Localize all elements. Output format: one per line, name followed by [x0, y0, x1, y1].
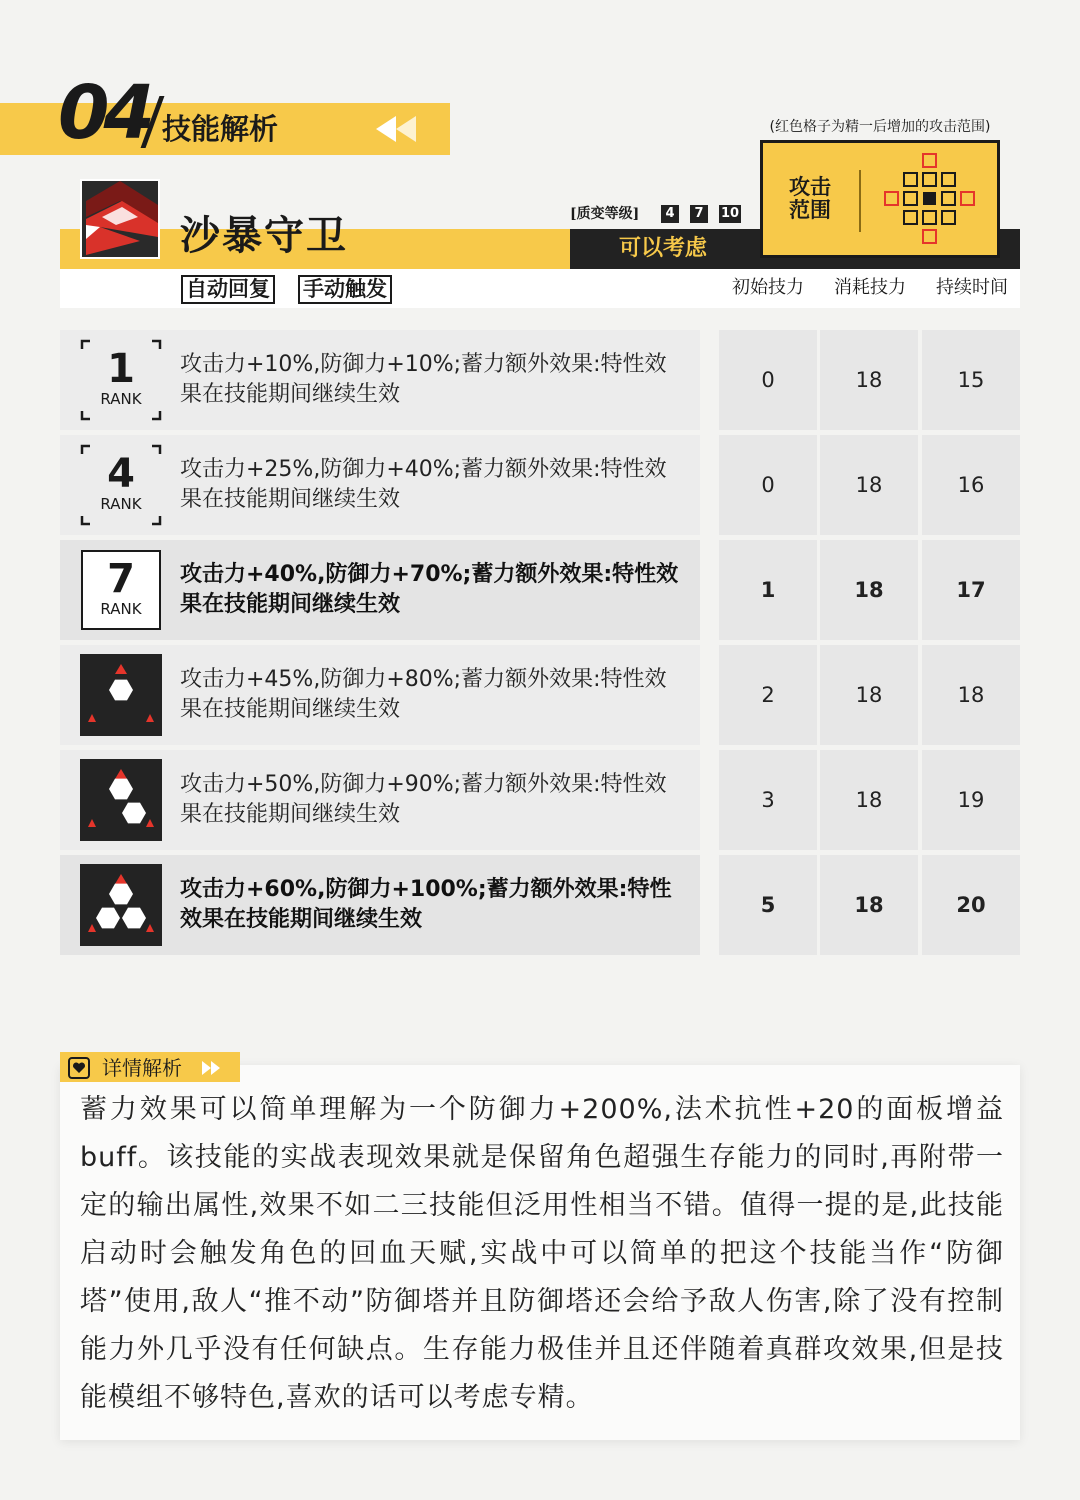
skill-tag-auto-recovery: 自动回复 — [181, 275, 275, 304]
rank-number: 4 — [107, 451, 135, 497]
rank-badge — [80, 549, 162, 631]
mutation-level-badge: 4 — [661, 205, 679, 223]
skill-effect-description: 攻击力+60%,防御力+100%;蓄力额外效果:特性效果在技能期间继续生效 — [180, 877, 672, 932]
attack-range-grid — [878, 148, 982, 252]
rank-number: 1 — [107, 346, 135, 392]
skill-name: 沙暴守卫 — [180, 212, 348, 259]
detail-title: 详情解析 — [102, 1056, 182, 1080]
initial-sp-value: 5 — [760, 893, 776, 917]
sp-cost-value: 18 — [854, 893, 884, 917]
skill-tag-manual-trigger: 手动触发 — [298, 275, 392, 304]
mutation-level-label: [质变等级] — [570, 206, 640, 222]
duration-value: 17 — [956, 578, 986, 602]
mutation-level-badge: 7 — [690, 205, 708, 223]
column-header-duration: 持续时间 — [936, 277, 1008, 298]
rank-badge — [80, 444, 162, 526]
skill-icon — [80, 179, 160, 259]
skill-effect-description: 攻击力+50%,防御力+90%;蓄力额外效果:特性效果在技能期间继续生效 — [180, 772, 667, 827]
sp-cost-value: 18 — [855, 683, 883, 707]
duration-value: 16 — [957, 473, 985, 497]
column-header-initial-sp: 初始技力 — [732, 277, 804, 298]
initial-sp-value: 3 — [761, 788, 775, 812]
skill-effect-description: 攻击力+45%,防御力+80%;蓄力额外效果:特性效果在技能期间继续生效 — [180, 667, 667, 722]
initial-sp-value: 1 — [760, 578, 776, 602]
detail-text: 蓄力效果可以简单理解为一个防御力+200%,法术抗性+20的面板增益buff。该技能的实战表现效果就是保留角色超强生存能力的同时,再附带一定的输出属性,效果不如二三技能但泛用性相当不错。值得一提的是,此技能启动时会触发角色的回血天赋,实战中可以简单的把这个技能当作“防御塔”使用,敌人“推不动”防御塔并且防御塔还会给予敌人伤害,除了没有控制能力外几乎没有任何缺点。生存能力极佳并且还伴随着真群攻效果,但是技能模组不够特色,喜欢的话可以考虑专精。 — [80, 1094, 1004, 1413]
duration-value: 15 — [957, 368, 985, 392]
attack-range-note: (红色格子为精一后增加的攻击范围) — [769, 119, 991, 135]
sp-cost-value: 18 — [854, 578, 884, 602]
sp-cost-value: 18 — [855, 368, 883, 392]
mastery-1-icon — [80, 654, 162, 736]
sp-cost-value: 18 — [855, 788, 883, 812]
rank-label: RANK — [100, 495, 142, 513]
attack-range-divider — [859, 170, 861, 232]
rank-label: RANK — [100, 390, 142, 408]
mutation-level-badge: 10 — [720, 206, 740, 221]
initial-sp-value: 2 — [761, 683, 775, 707]
heart-icon — [68, 1057, 90, 1079]
rank-label: RANK — [100, 600, 142, 618]
mastery-2-icon — [80, 759, 162, 841]
rank-badge — [80, 339, 162, 421]
initial-sp-value: 0 — [761, 473, 775, 497]
duration-value: 18 — [957, 683, 985, 707]
sp-cost-value: 18 — [855, 473, 883, 497]
double-chevron-right-icon — [200, 1059, 222, 1077]
mastery-3-icon — [80, 864, 162, 946]
section-number: 04 — [58, 70, 149, 156]
rank-number: 7 — [107, 556, 135, 602]
mastery-1-icon — [80, 654, 162, 736]
skill-effect-description: 攻击力+40%,防御力+70%;蓄力额外效果:特性效果在技能期间继续生效 — [180, 562, 679, 617]
duration-value: 20 — [956, 893, 986, 917]
skill-effect-description: 攻击力+10%,防御力+10%;蓄力额外效果:特性效果在技能期间继续生效 — [180, 352, 667, 407]
skill-effect-description: 攻击力+25%,防御力+40%;蓄力额外效果:特性效果在技能期间继续生效 — [180, 457, 667, 512]
attack-range-label: 攻击 范围 — [789, 175, 831, 222]
mastery-3-icon — [80, 864, 162, 946]
double-chevron-left-icon — [372, 112, 422, 146]
column-header-sp-cost: 消耗技力 — [834, 277, 906, 298]
mastery-2-icon — [80, 759, 162, 841]
section-title: 技能解析 — [162, 112, 279, 146]
duration-value: 19 — [957, 788, 985, 812]
initial-sp-value: 0 — [761, 368, 775, 392]
recommendation-text: 可以考虑 — [618, 236, 707, 261]
